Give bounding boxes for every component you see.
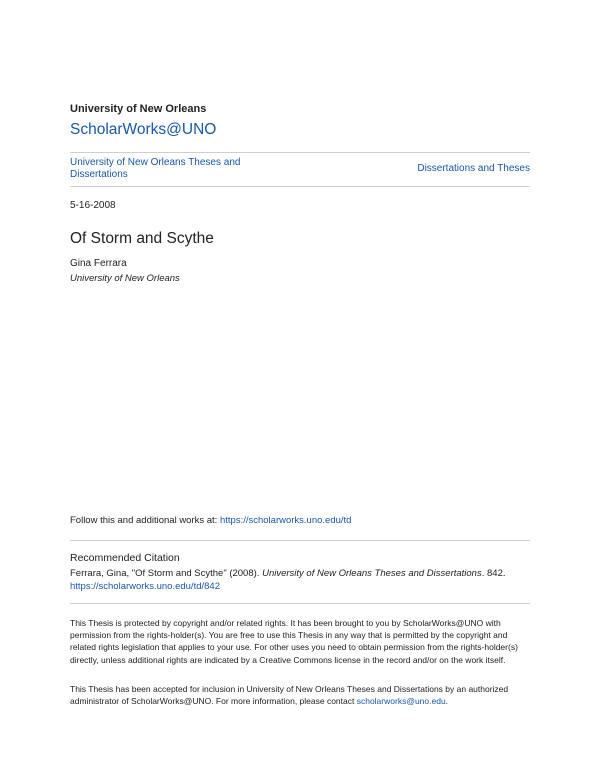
follow-link[interactable]: https://scholarworks.uno.edu/td — [219, 515, 352, 526]
follow-text: Follow this and additional works at: — [70, 515, 220, 526]
institution-name: University of New Orleans — [70, 103, 207, 115]
citation-heading: Recommended Citation — [70, 552, 180, 564]
follow-line — [70, 515, 351, 526]
citation-number: . 842. — [481, 568, 506, 579]
citation-divider — [70, 540, 530, 541]
contact-email-link[interactable]: scholarworks@uno.edu — [356, 696, 446, 707]
rights-statement: This Thesis is protected by copyright and/or related rights. It has been brought to you by ScholarWorks@UNO with permission from the rights-holder(s). You are free to use this Thesis in any way that is permitted by the copyright and related rights legislation that applies to your use. For other uses you need to obtain permission from the rights-holder(s) directly, unless additional rights are indicated by a Creative Commons license in the record and/or on the work itself. — [70, 618, 518, 665]
acceptance-text: This Thesis has been accepted for inclusion in University of New Orleans Theses and Dissertations by an authorized administrator of ScholarWorks@UNO. For more information, please contact — [70, 684, 509, 707]
repository-link[interactable]: ScholarWorks@UNO — [70, 121, 217, 138]
acceptance-suffix: . — [445, 696, 449, 707]
document-title: Of Storm and Scythe — [70, 230, 214, 247]
citation-text — [70, 567, 530, 593]
citation-prefix: Ferrara, Gina, "Of Storm and Scythe" (2008). — [70, 568, 263, 579]
citation-journal: University of New Orleans Theses and Dissertations — [262, 568, 482, 579]
author-name: Gina Ferrara — [70, 258, 127, 269]
category-link[interactable]: Dissertations and Theses — [417, 163, 530, 174]
rights-divider — [70, 603, 530, 604]
acceptance-statement — [70, 683, 532, 707]
publication-date: 5-16-2008 — [70, 200, 116, 211]
collection-link[interactable]: University of New Orleans Theses and Dissertations — [70, 157, 241, 180]
header-divider — [70, 152, 530, 153]
author-affiliation: University of New Orleans — [70, 273, 180, 284]
citation-link[interactable]: https://scholarworks.uno.edu/td/842 — [70, 581, 220, 592]
series-divider — [70, 186, 530, 187]
